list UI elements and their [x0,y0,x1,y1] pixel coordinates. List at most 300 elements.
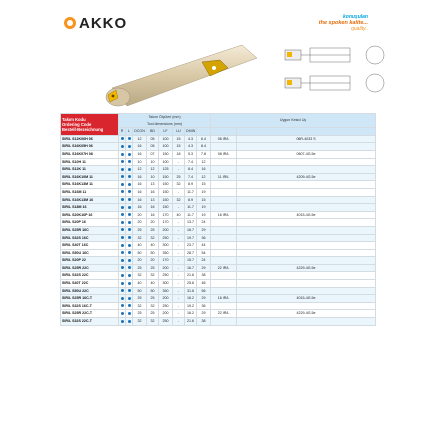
table-cell: 40 [133,242,147,250]
table-cell: 29 [197,295,211,303]
table-row [61,181,376,189]
availability-dot-icon [119,211,126,219]
col-header: LU [173,128,185,136]
table-cell [237,226,376,234]
dot-icon [128,198,131,201]
table-cell: 16 [133,196,147,204]
table-cell: 250 [159,272,173,280]
table-cell: 06 IR/L [211,135,237,143]
ordering-code: SIR/L S16K07H 08 [61,150,119,158]
dot-icon [121,206,124,209]
table-row [61,135,376,143]
ordering-code: SIR/L S16M 11 [61,188,119,196]
table-cell: - [173,280,185,288]
table-row [61,264,376,272]
table-cell: 20 [133,257,147,265]
table-cell: 08 IR/L [211,150,237,158]
table-cell: 56 [197,287,211,295]
table-cell [211,249,237,257]
table-cell: - [173,226,185,234]
dot-icon [128,259,131,262]
table-cell: 8.9 [185,196,197,204]
table-cell: 21.6 [185,318,197,326]
table-cell [237,219,376,227]
availability-dot-icon [119,135,126,143]
table-cell: 19 [197,204,211,212]
table-cell: 50 [133,249,147,257]
ordering-code: SIR/L S16K13M 16 [61,196,119,204]
table-cell: 25 [173,173,185,181]
dot-icon [121,236,124,239]
table-cell: 24 [197,257,211,265]
table-cell: 350 [159,287,173,295]
table-cell: 36 [197,302,211,310]
table-cell: 05 [147,143,159,151]
table-cell: 16.7 [185,226,197,234]
table-row [61,280,376,288]
table-cell: 150 [159,181,173,189]
availability-dot-icon [126,234,133,242]
dot-icon [128,266,131,269]
col-header [237,128,376,136]
table-cell [211,196,237,204]
table-cell: 16.2 [185,310,197,318]
table-cell: 125 [159,166,173,174]
table-cell: 32 [147,302,159,310]
table-row [61,196,376,204]
table-cell: - [173,272,185,280]
availability-dot-icon [126,173,133,181]
table-cell: 15 [173,135,185,143]
ordering-code: SIR/L S16K13M 11 [61,181,119,189]
table-row [61,302,376,310]
table-row [61,158,376,166]
availability-dot-icon [119,287,126,295]
brand-name: AKKO [79,14,128,32]
availability-dot-icon [119,264,126,272]
table-cell [237,234,376,242]
table-cell: 16 [147,204,159,212]
table-cell: 15 [173,143,185,151]
table-cell [237,272,376,280]
availability-dot-icon [126,158,133,166]
slogan-line3: quality.. [351,26,368,32]
table-cell: 32 [173,181,185,189]
availability-dot-icon [119,295,126,303]
dot-icon [128,137,131,140]
availability-dot-icon [126,196,133,204]
availability-dot-icon [126,150,133,158]
table-cell: 32 [147,318,159,326]
dot-icon [128,145,131,148]
table-cell: - [173,249,185,257]
table-cell: 22 IR/L [211,310,237,318]
table-cell: 32 [173,196,185,204]
availability-dot-icon [126,257,133,265]
table-cell: 19 [197,188,211,196]
dot-icon [121,145,124,148]
table-cell: 8.9 [185,181,197,189]
dot-icon [121,274,124,277]
table-cell: 40 [147,242,159,250]
table-cell: 150 [159,188,173,196]
table-cell: 12 [197,158,211,166]
dot-icon [128,206,131,209]
ordering-code: SIR/L S16K05H 06 [61,143,119,151]
col-header: DMIN [185,128,197,136]
dot-icon [128,297,131,300]
table-cell: 13.7 [185,219,197,227]
table-cell [211,257,237,265]
table-cell: 32 [133,318,147,326]
table-cell: 40 [173,211,185,219]
table-cell: 21.6 [185,272,197,280]
table-cell: 10 [147,173,159,181]
table-cell: 23.7 [185,242,197,250]
ordering-code: SIR/L S16K10M 11 [61,173,119,181]
table-cell [211,143,237,151]
table-cell: 38 [197,318,211,326]
table-cell: 13 [147,181,159,189]
availability-dot-icon [119,196,126,204]
col-header: L [126,128,133,136]
table-cell [211,302,237,310]
table-cell [211,287,237,295]
availability-dot-icon [126,295,133,303]
table-cell [211,188,237,196]
table-cell: 11.7 [185,188,197,196]
availability-dot-icon [126,242,133,250]
table-cell: 10 [147,158,159,166]
insert-image [200,58,230,78]
table-cell: - [173,158,185,166]
table-cell: 18 [173,150,185,158]
table-row [61,310,376,318]
slogan [319,14,368,32]
availability-dot-icon [126,226,133,234]
table-row [61,272,376,280]
table-cell: 16 [133,173,147,181]
table-cell: 16 [147,211,159,219]
dot-icon [128,274,131,277]
table-cell: 11.7 [185,211,197,219]
table-cell: 200 [159,226,173,234]
table-cell: 12 [197,173,211,181]
ordering-code: SIR/L S20P 16 [61,219,119,227]
availability-dot-icon [119,257,126,265]
dot-icon [121,251,124,254]
table-cell: 32 [147,234,159,242]
table-cell: 300 [159,242,173,250]
dot-icon [128,244,131,247]
ordering-code: SIR/L S12K 11 [61,166,119,174]
ordering-code: SIR/L S32S 22C-T [61,318,119,326]
table-cell: 44 [197,242,211,250]
table-cell [211,226,237,234]
ordering-code: SIR/L S25R 22C [61,264,119,272]
table-cell: 16 IR/L [211,295,237,303]
ordering-code: SIR/L S12K06H 06 [61,135,119,143]
availability-dot-icon [119,310,126,318]
technical-drawing [280,40,395,102]
table-cell: 4.3 [185,143,197,151]
table-cell: 50 [147,249,159,257]
table-cell: 25 [147,264,159,272]
table-cell: 8.4 [185,166,197,174]
dot-icon [128,160,131,163]
table-cell: 4209-4G.5e [237,173,376,181]
table-cell: 25 [133,226,147,234]
table-cell: 25 [147,226,159,234]
dot-icon [128,236,131,239]
table-cell [237,318,376,326]
table-cell: 25.6 [185,280,197,288]
table-cell: 7.4 [185,173,197,181]
table-cell: 4015-4G.5e [237,295,376,303]
dimensions-header [119,114,211,128]
table-cell: 16 [133,181,147,189]
table-cell: 32 [147,272,159,280]
tool-holder-image [92,43,262,113]
table-cell: 200 [159,264,173,272]
table-cell: - [173,219,185,227]
group-header: Tool dimensions (mm) [146,121,183,126]
table-cell [237,196,376,204]
akko-logo [64,16,127,30]
table-cell [211,158,237,166]
table-cell: 15 [197,181,211,189]
dot-icon [121,213,124,216]
dot-icon [128,289,131,292]
table-cell: 20 [147,219,159,227]
availability-dot-icon [126,302,133,310]
table-cell [211,166,237,174]
table-cell: 170 [159,219,173,227]
dot-icon [128,304,131,307]
availability-dot-icon [119,242,126,250]
availability-dot-icon [126,166,133,174]
table-cell: 7.8 [197,150,211,158]
table-row [61,166,376,174]
table-row [61,257,376,265]
table-cell: 16 [197,166,211,174]
table-cell: 20 [147,257,159,265]
table-cell: 22 IR/L [211,264,237,272]
availability-dot-icon [126,143,133,151]
dot-icon [121,198,124,201]
table-cell: - [173,302,185,310]
availability-dot-icon [119,318,126,326]
table-cell: 150 [159,196,173,204]
table-cell: - [173,204,185,212]
table-cell: 100 [159,143,173,151]
dot-icon [121,320,124,323]
table-cell: 200 [159,295,173,303]
ordering-code: SIR/L S32S 16C-T [61,302,119,310]
ordering-code: SIR/L S25R 22C-T [61,310,119,318]
table-cell [237,158,376,166]
availability-dot-icon [126,272,133,280]
table-row [61,249,376,257]
table-cell: 7.4 [185,158,197,166]
ordering-code: SIR/L S20K16P 16 [61,211,119,219]
dot-icon [128,190,131,193]
dot-icon [121,266,124,269]
logo-mark-icon [64,17,76,29]
table-cell: 10 [133,158,147,166]
ordering-table [60,113,374,423]
availability-dot-icon [119,226,126,234]
ordering-code: SIR/L S40T 16C [61,242,119,250]
table-cell [211,181,237,189]
dot-icon [121,137,124,140]
availability-dot-icon [126,264,133,272]
table-row [61,287,376,295]
table-cell [237,143,376,151]
table-row [61,211,376,219]
dot-icon [121,153,124,156]
col-header: R [119,128,126,136]
availability-dot-icon [119,249,126,257]
table-cell [237,280,376,288]
table-cell: 32 [133,234,147,242]
table-cell: 50 [133,287,147,295]
table-cell [237,249,376,257]
table-cell: 15 [197,196,211,204]
table-cell: 300 [159,280,173,288]
table-cell: 36 [197,234,211,242]
table-cell [211,280,237,288]
ordering-code: SIR/L S25R 16C-T [61,295,119,303]
table-cell: 6.4 [197,135,211,143]
availability-dot-icon [119,280,126,288]
table-cell: 16 [133,143,147,151]
ordering-code: SIR/L S25R 16C [61,226,119,234]
dot-icon [128,183,131,186]
col-header: DCON [133,128,147,136]
table-cell: 100 [159,158,173,166]
table-cell: 32 [133,302,147,310]
availability-dot-icon [119,302,126,310]
dot-icon [128,228,131,231]
ordering-code: SIR/L S20P 22 [61,257,119,265]
table-cell: - [173,257,185,265]
title-line: Bestell-Bezeichnung [62,126,104,132]
dot-icon [128,251,131,254]
table-cell: 12 [133,135,147,143]
dot-icon [121,183,124,186]
dot-icon [128,221,131,224]
table-row [61,234,376,242]
table-cell: 46 [197,280,211,288]
dot-icon [121,244,124,247]
table-cell: - [173,295,185,303]
ordering-code: SIR/L S50U 16C [61,249,119,257]
table-cell: 32 [133,272,147,280]
table-cell [211,204,237,212]
table-cell: 25 [133,264,147,272]
table-cell: 38 [197,272,211,280]
table-cell: 07 [147,150,159,158]
table-cell: 150 [159,173,173,181]
table-cell: 4229-4G.5e [237,310,376,318]
availability-dot-icon [119,143,126,151]
ordering-code: SIR/L S32S 22C [61,272,119,280]
availability-dot-icon [126,211,133,219]
table-cell: 0607-4G.5e [237,150,376,158]
availability-dot-icon [126,204,133,212]
ordering-code: SIR/L S18M 16 [61,204,119,212]
table-cell: 250 [159,234,173,242]
col-header [197,128,211,136]
slogan-line1: konuşulan [342,14,368,20]
table-cell: 4.3 [185,135,197,143]
availability-dot-icon [126,135,133,143]
table-cell: 28.7 [185,249,197,257]
table-row [61,219,376,227]
dot-icon [121,312,124,315]
table-cell: 170 [159,211,173,219]
table-cell: 16 IR/L [211,211,237,219]
table-cell: - [173,242,185,250]
table-cell: 12 [147,166,159,174]
table-cell: 170 [159,257,173,265]
table-cell: 5.3 [185,150,197,158]
dot-icon [121,304,124,307]
slogan-line2: the spoken kalite... [318,20,368,26]
dot-icon [121,289,124,292]
table-cell: 54 [197,249,211,257]
table-cell: 150 [159,150,173,158]
table-cell: 25 [147,295,159,303]
availability-dot-icon [119,181,126,189]
dot-icon [121,228,124,231]
dot-icon [121,221,124,224]
table-cell [237,257,376,265]
table-cell [211,272,237,280]
table-cell: 06R-4033 S [237,135,376,143]
table-cell: 8.4 [197,143,211,151]
dot-icon [121,160,124,163]
table-cell: 250 [159,302,173,310]
table-row [61,188,376,196]
table-cell: 31.6 [185,287,197,295]
table-cell: 150 [159,204,173,212]
table-cell: 05 [147,135,159,143]
dot-icon [128,153,131,156]
table-cell: 12 [133,166,147,174]
availability-dot-icon [126,249,133,257]
table-cell: 50 [147,287,159,295]
ordering-code: SIR/L S32S 16C [61,234,119,242]
table-cell: 350 [159,249,173,257]
table-row [61,295,376,303]
availability-dot-icon [126,318,133,326]
table-cell: 11.7 [185,204,197,212]
dot-icon [128,312,131,315]
dot-icon [121,190,124,193]
table-cell: - [173,166,185,174]
table-cell: 16.7 [185,264,197,272]
table-cell: 29 [197,310,211,318]
availability-dot-icon [119,158,126,166]
dot-icon [128,320,131,323]
table-cell: 16 [133,204,147,212]
availability-dot-icon [119,150,126,158]
table-row [61,242,376,250]
table-cell: 29 [197,226,211,234]
availability-dot-icon [126,287,133,295]
